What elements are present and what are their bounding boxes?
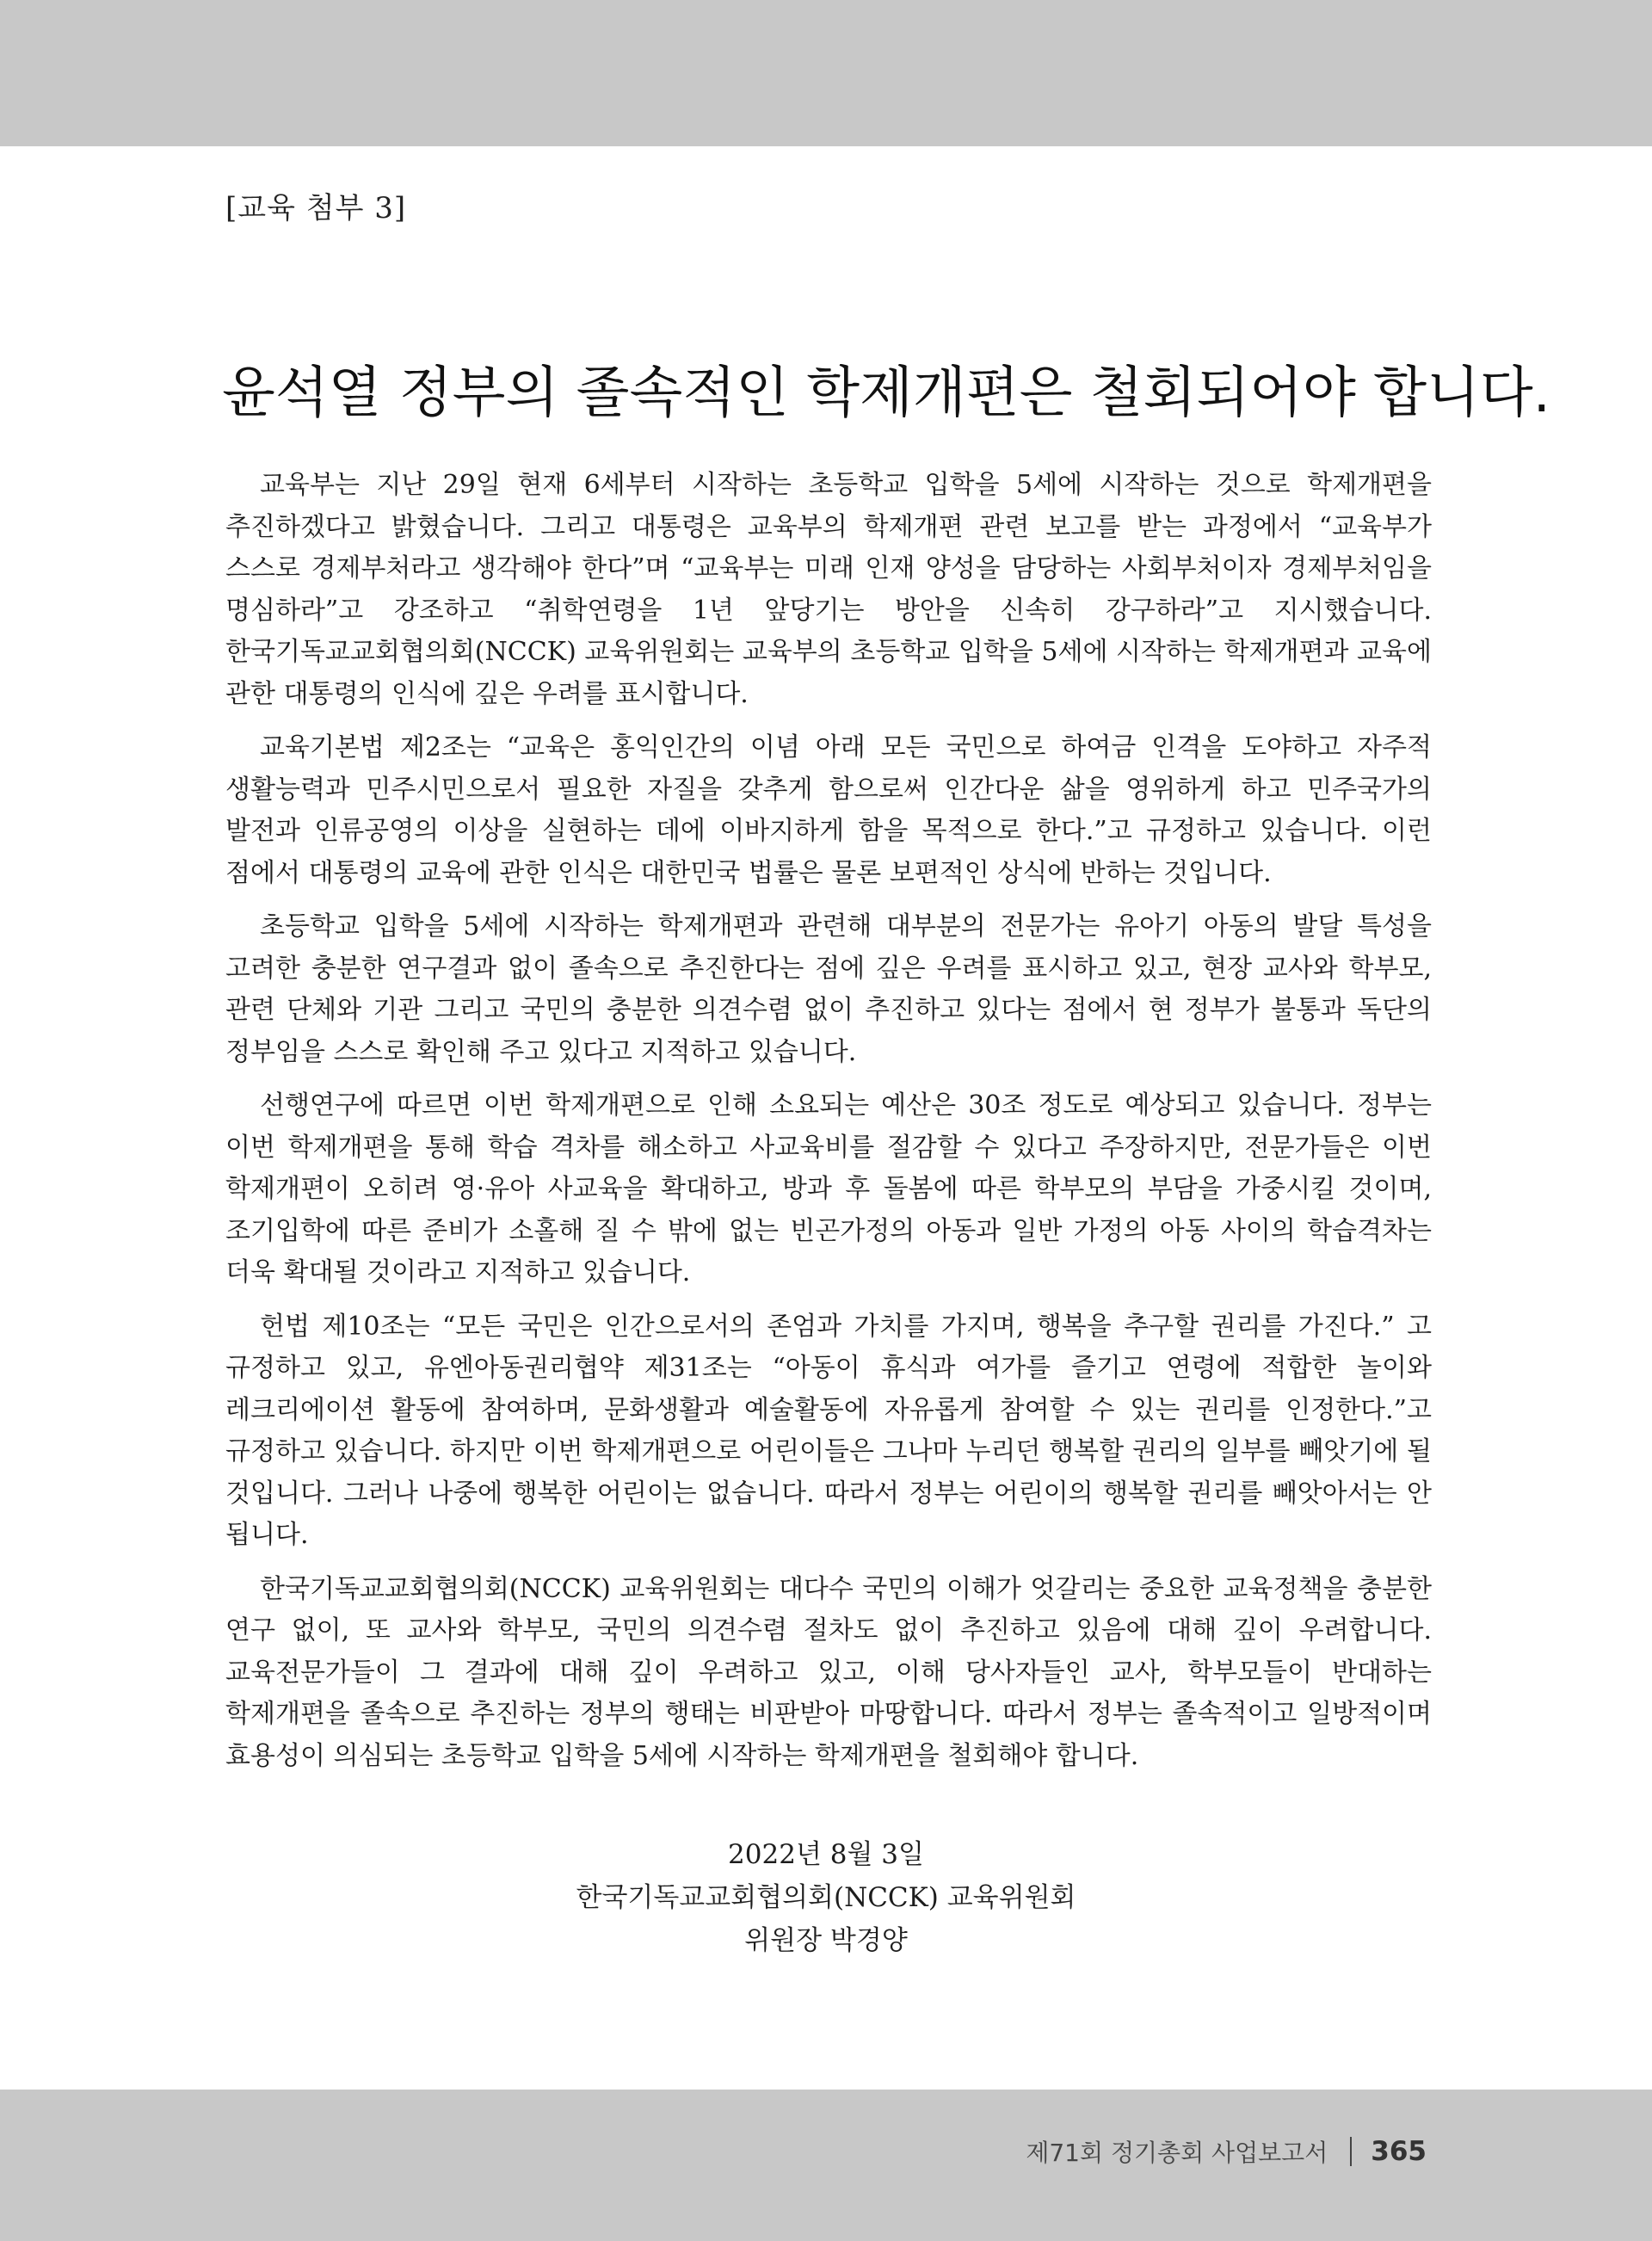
document-body [225, 465, 1432, 1789]
paragraph-6: 한국기독교교회협의회(NCCK) 교육위원회는 대다수 국민의 이해가 엇갈리는 중요한 교육정책을 충분한 연구 없이, 또 교사와 학부모, 국민의 의견수렴 절차도 없이 추진하고 있음에 대해 깊이 우려합니다. 교육전문가들이 그 결과에 대해 깊이 우려하고 있고, 이해 당사자들인 교사, 학부모들이 반대하는 학제개편을 졸속으로 추진하는 정부의 행태는 비판받아 마땅합니다. 따라서 정부는 졸속적이고 일방적이며 효용성이 의심되는 초등학교 입학을 5세에 시작하는 학제개편을 철회해야 합니다. [225, 1573, 1432, 1771]
paragraph-5: 헌법 제10조는 “모든 국민은 인간으로서의 존엄과 가치를 가지며, 행복을 추구할 권리를 가진다.” 고 규정하고 있고, 유엔아동권리협약 제31조는 “아동이 휴식과 여가를 즐기고 연령에 적합한 놀이와 레크리에이션 활동에 참여하며, 문화생활과 예술활동에 자유롭게 참여할 수 있는 권리를 인정한다.”고 규정하고 있습니다. 하지만 이번 학제개편으로 어린이들은 그나마 누리던 행복할 권리의 일부를 빼앗기에 될 것입니다. 그러나 나중에 행복한 어린이는 없습니다. 따라서 정부는 어린이의 행복할 권리를 빼앗아서는 안 됩니다. [225, 1311, 1432, 1550]
paragraph-3: 초등학교 입학을 5세에 시작하는 학제개편과 관련해 대부분의 전문가는 유아기 아동의 발달 특성을 고려한 충분한 연구결과 없이 졸속으로 추진한다는 점에 깊은 우려를 표시하고 있고, 현장 교사와 학부모, 관련 단체와 기관 그리고 국민의 충분한 의견수렴 없이 추진하고 있다는 점에서 현 정부가 불통과 독단의 정부임을 스스로 확인해 주고 있다고 지적하고 있습니다. [225, 911, 1432, 1067]
signature-organization: 한국기독교교회협의회(NCCK) 교육위원회 [576, 1882, 1076, 1913]
document-title: 윤석열 정부의 졸속적인 학제개편은 철회되어야 합니다. [222, 361, 1551, 425]
footer-report-title: 제71회 정기총회 사업보고서 [1026, 2139, 1328, 2167]
page-number: 365 [1371, 2136, 1427, 2167]
signature-date: 2022년 8월 3일 [728, 1839, 924, 1870]
attachment-label: [교육 첨부 3] [225, 191, 407, 225]
paragraph-1: 교육부는 지난 29일 현재 6세부터 시작하는 초등학교 입학을 5세에 시작하는 것으로 학제개편을 추진하겠다고 밝혔습니다. 그리고 대통령은 교육부의 학제개편 관련 보고를 받는 과정에서 “교육부가 스스로 경제부처라고 생각해야 한다”며 “교육부는 미래 인재 양성을 담당하는 사회부처이자 경제부처임을 명심하라”고 강조하고 “취학연령을 1년 앞당기는 방안을 신속히 강구하라”고 지시했습니다. 한국기독교교회협의회(NCCK) 교육위원회는 교육부의 초등학교 입학을 5세에 시작하는 학제개편과 교육에 관한 대통령의 인식에 깊은 우려를 표시합니다. [225, 470, 1432, 709]
page-footer [1026, 2134, 1427, 2169]
signature-block [0, 1833, 1652, 1962]
signature-signer: 위원장 박경양 [744, 1925, 908, 1956]
footer-divider [1350, 2137, 1352, 2166]
header-band [0, 0, 1652, 146]
paragraph-2: 교육기본법 제2조는 “교육은 홍익인간의 이념 아래 모든 국민으로 하여금 인격을 도야하고 자주적 생활능력과 민주시민으로서 필요한 자질을 갖추게 함으로써 인간다운 삶을 영위하게 하고 민주국가의 발전과 인류공영의 이상을 실현하는 데에 이바지하게 함을 목적으로 한다.”고 규정하고 있습니다. 이런 점에서 대통령의 교육에 관한 인식은 대한민국 법률은 물론 보편적인 상식에 반하는 것입니다. [225, 732, 1432, 888]
paragraph-4: 선행연구에 따르면 이번 학제개편으로 인해 소요되는 예산은 30조 정도로 예상되고 있습니다. 정부는 이번 학제개편을 통해 학습 격차를 해소하고 사교육비를 절감할 수 있다고 주장하지만, 전문가들은 이번 학제개편이 오히려 영·유아 사교육을 확대하고, 방과 후 돌봄에 따른 학부모의 부담을 가중시킬 것이며, 조기입학에 따른 준비가 소홀해 질 수 밖에 없는 빈곤가정의 아동과 일반 가정의 아동 사이의 학습격차는 더욱 확대될 것이라고 지적하고 있습니다. [225, 1090, 1432, 1287]
